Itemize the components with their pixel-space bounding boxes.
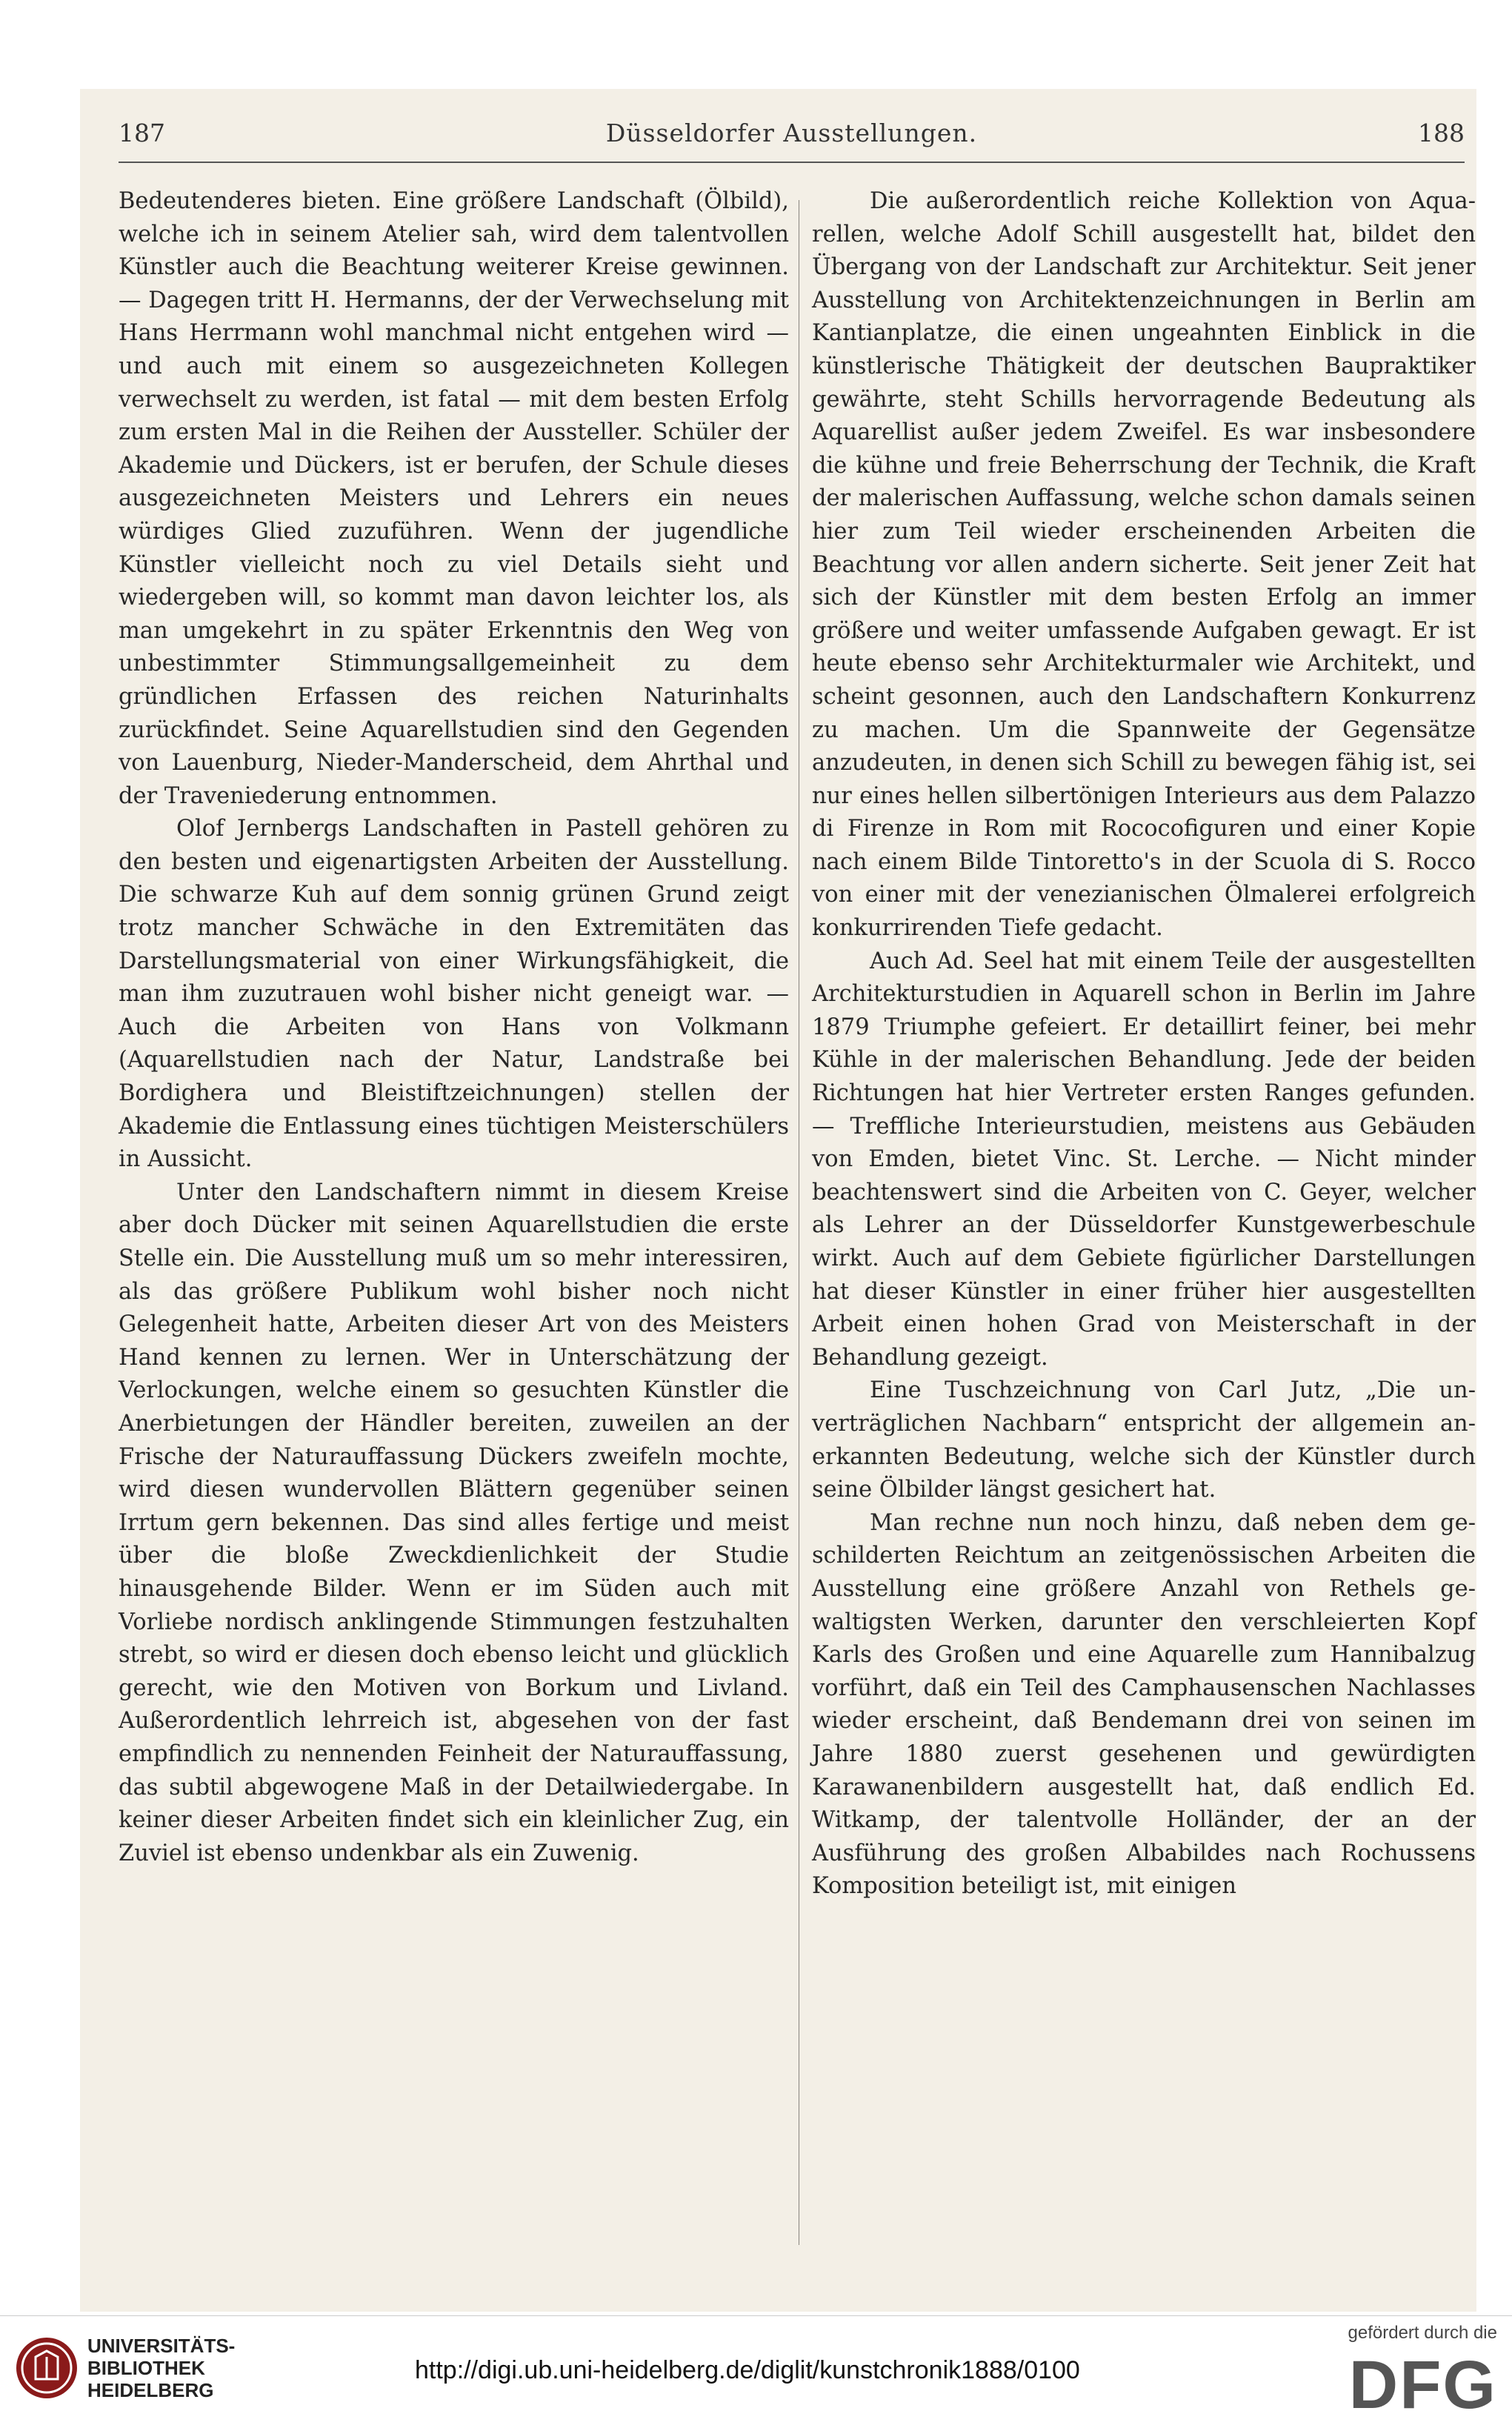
library-name-line-1: UNIVERSITÄTS- <box>87 2335 236 2357</box>
dfg-logo: DFG <box>1348 2347 1497 2423</box>
page-number-left: 187 <box>119 119 165 147</box>
right-paragraph-1: Die außerordentlich reiche Kollektion von Aquarellen, welche Adolf Schill ausgestellt hat, bildet den Übergang von der Landschaft zur Architektur. Seit jener Ausstellung von Architektenzeichnungen in Berlin am Kantianplatze, die einen ungeahnten Einblick in die künstlerische Thätigkeit der deutschen Baupraktiker gewährte, steht Schills hervorragende Bedeutung als Aquarellist außer jedem Zweifel. Es war insbesondere die kühne und freie Beherrschung der Technik, die Kraft der malerischen Auffassung, welche schon damals seinen hier zum Teil wieder erscheinenden Arbeiten die Beachtung vor allen andern sicherte. Seit jener Zeit hat sich der Künstler mit dem besten Erfolg an immer größere und weiter umfassende Aufgaben gewagt. Er ist heute ebenso sehr Architekturmaler wie Architekt, und scheint gesonnen, auch den Landschaftern Konkurrenz zu machen. Um die Spannweite der Gegensätze anzudeuten, in denen sich Schill zu bewegen fähig ist, sei nur eines hellen silbertönigen Interieurs aus dem Palazzo di Firenze in Rom mit Rococofiguren und einer Kopie nach einem Bilde Tintoretto's in der Scuola di S. Rocco von einer mit der venezianischen Ölmalerei erfolgreich konkurrirenden Tiefe gedacht. <box>812 188 1476 942</box>
scanned-page <box>80 89 1476 2312</box>
footer-rule <box>0 2315 1512 2316</box>
left-column <box>119 185 789 1870</box>
university-seal-icon <box>13 2335 80 2401</box>
right-paragraph-2: Auch Ad. Seel hat mit einem Teile der ausgestellten Architekturstudien in Aquarell schon in Berlin im Jahre 1879 Triumphe gefeiert. Er detaillirt feiner, bei mehr Kühle in der malerischen Behandlung. Jede der beiden Richtungen hat hier Vertreter ersten Ranges gefunden. — Treffliche Interieurstudien, meistens aus Gebäuden von Emden, bietet Vinc. St. Lerche. — Nicht minder beachtenswert sind die Arbeiten von C. Geyer, welcher als Lehrer an der Düsseldorfer Kunstgewerbeschule wirkt. Auch auf dem Gebiete figürlicher Darstellungen hat dieser Künstler in einer früher hier ausgestellten Arbeit einen hohen Grad von Meisterschaft in der Behandlung gezeigt. <box>812 948 1476 1371</box>
page-number-right: 188 <box>1418 119 1465 147</box>
library-name-line-2: BIBLIOTHEK <box>87 2357 205 2379</box>
header-rule <box>119 162 1465 163</box>
library-name-line-3: HEIDELBERG <box>87 2379 214 2401</box>
right-paragraph-4: Man rechne nun noch hinzu, daß neben dem geschilderten Reichtum an zeitgenössischen Arbeiten die Ausstellung eine größere Anzahl von Rethels gewaltigsten Werken, darunter den verschleierten Kopf Karls des Großen und eine Aquarelle zum Hannibalzug vorführt, daß ein Teil des Camphausenschen Nachlasses wieder erscheint, daß Bendemann drei von seinen im Jahre 1880 zuerst gesehenen und gewürdigten Karawanenbildern ausgestellt hat, daß endlich Ed. Witkamp, der talentvolle Holländer, der an der Ausführung des großen Albabildes nach Rochussens Komposition beteiligt ist, mit einigen <box>812 1509 1476 1900</box>
funded-by-label: gefördert durch die <box>1348 2323 1497 2343</box>
left-paragraph-2: Olof Jernbergs Landschaften in Pastell gehören zu den besten und eigenartigsten Arbeiten der Ausstellung. Die schwarze Kuh auf dem sonnig grünen Grund zeigt trotz mancher Schwäche in den Extremitäten das Darstellungsmaterial von einer Wirkungsfähigkeit, die man ihm zuzutrauen wohl bisher nicht geneigt war. — Auch die Arbeiten von Hans von Volkmann (Aquarellstudien nach der Natur, Landstraße bei Bordighera und Bleistiftzeichnungen) stellen der Akademie die Entlassung eines tüchtigen Meisterschülers in Aussicht. <box>119 816 789 1173</box>
library-name <box>87 2335 235 2401</box>
left-paragraph-3: Unter den Landschaftern nimmt in diesem Kreise aber doch Dücker mit seinen Aquarellstudien die erste Stelle ein. Die Ausstellung muß um so mehr interessiren, als das größere Publikum wohl bisher noch nicht Gelegenheit hatte, Arbeiten dieser Art von des Meisters Hand kennen zu lernen. Wer in Unterschätzung der Verlockungen, welche einem so gesuchten Künstler die Anerbietungen der Händler bereiten, zuweilen an der Frische der Naturauffassung Dückers zweifeln mochte, wird diesen wundervollen Blättern gegenüber seinen Irrtum gern bekennen. Das sind alles fertige und meist über die bloße Zweckdienlichkeit der Studie hinausgehende Bilder. Wenn er im Süden auch mit Vorliebe nordisch anklingende Stimmungen festzuhalten strebt, so wird er diesen doch ebenso leicht und glücklich gerecht, wie den Motiven von Borkum und Livland. Außerordentlich lehrreich ist, abgesehen von der fast empfindlich zu nennenden Feinheit der Naturauffassung, das subtil abgewogene Maß in der Detailwiedergabe. In keiner dieser Arbeiten findet sich ein kleinlicher Zug, ein Zuviel ist ebenso undenkbar als ein Zuwenig. <box>119 1179 789 1866</box>
right-paragraph-3: Eine Tuschzeichnung von Carl Jutz, „Die unverträglichen Nachbarn“ entspricht der allgemein anerkannten Bedeutung, welche sich der Künstler durch seine Ölbilder längst gesichert hat. <box>812 1377 1476 1503</box>
source-url-link[interactable]: http://digi.ub.uni-heidelberg.de/diglit/kunstchronik1888/0100 <box>415 2356 1080 2384</box>
left-paragraph-1: Bedeutenderes bieten. Eine größere Landschaft (Ölbild), welche ich in seinem Atelier sah, wird dem talentvollen Künstler auch die Beachtung weiterer Kreise gewinnen. — Dagegen tritt H. Hermanns, der der Verwechselung mit Hans Herrmann wohl manchmal nicht entgehen wird — und auch mit einem so ausgezeichneten Kollegen verwechselt zu werden, ist fatal — mit dem besten Erfolg zum ersten Mal in die Reihen der Aussteller. Schüler der Akademie und Dückers, ist er berufen, der Schule dieses ausgezeichneten Meisters und Lehrers ein neues würdiges Glied zuzuführen. Wenn der jugendliche Künstler vielleicht noch zu viel Details sieht und wiedergeben will, so kommt man davon leichter los, als man umgekehrt in zu später Erkenntnis den Weg von unbestimmter Stimmungsallgemeinheit zu dem gründlichen Erfassen des reichen Naturinhalts zurückfindet. Seine Aquarellstudien sind den Gegenden von Lauenburg, Nieder-Manderscheid, dem Ahrthal und der Traveniederung entnommen. <box>119 188 789 809</box>
running-title: Düsseldorfer Ausstellungen. <box>605 119 978 147</box>
footer-bar <box>0 2315 1512 2428</box>
right-column <box>812 185 1476 1903</box>
running-head <box>119 119 1465 156</box>
